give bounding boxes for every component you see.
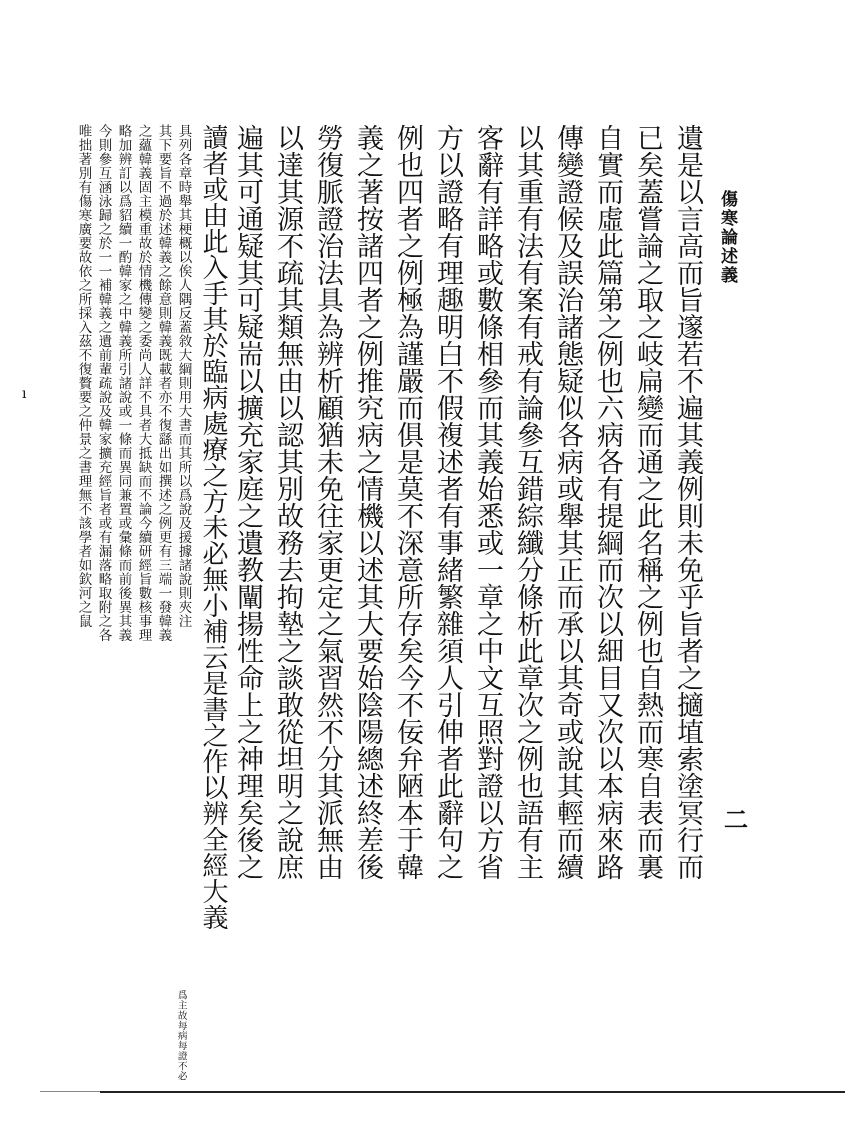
page-number: 二: [724, 805, 748, 834]
page-header: 傷寒論述義: [717, 190, 737, 285]
bottom-rule-faint: [40, 1091, 100, 1092]
main-text-column: 讀者或由此入手其於臨病處療之方未必無小補云是書之作以辨全經大義: [198, 124, 228, 930]
main-text-column: 方以證略有理趣明白不假複述者有事緒繁雜須人引伸者此辭句之: [432, 124, 463, 880]
main-text-column: 義之著按諸四者之例推究病之情機以述其大要始陰陽總述終差後: [352, 124, 383, 880]
main-text-column: 傳變證候及誤治諸態疑似各病或舉其正而承以其奇或說其輕而續: [552, 124, 583, 880]
main-text-column: 以其重有法有案有戒有論參互錯綜纖分條析此章次之例也語有主: [512, 124, 543, 880]
note-column: 唯拙著別有傷寒廣要故依之所採入茲不復贅要之仲景之書理無不該學者如欽河之鼠: [75, 124, 92, 628]
main-text-column: 以達其源不疏其類無由以認其別故務去拘墊之談敢從坦明之說庶: [272, 124, 303, 880]
main-text-column: 已矣蓋嘗論之取之岐扁變而通之此名稱之例也自熱而寒自表而裏: [632, 124, 663, 880]
note-column: 略加辨訂以爲貂續一酌韓家之中韓義所引諸說或一條而異同兼置或彙條而前後異其義: [115, 124, 132, 642]
bottom-rule: [100, 1091, 845, 1093]
note-column: 其下要旨不過於述韓義之餘意則韓義既載者亦不復繇出如撰述之例更有三端一發韓義: [155, 124, 172, 642]
stray-mark: ı: [22, 386, 27, 402]
note-column: 爲主故每病每證不必: [175, 990, 187, 1082]
main-text-column: 勞復脈證治法具為辨析顧猶未免往家更定之氣習然不分其派無由: [312, 124, 343, 880]
note-column: 今則參互涵泳歸之於一一補韓義之遺前輩疏說及韓家擴充經旨者或有漏落略取附之各: [95, 124, 112, 642]
main-text-column: 遍其可通疑其可疑耑以擴充家庭之遺教闡揚性命上之神理矣後之: [232, 124, 263, 880]
main-text-column: 遺是以言高而旨邃若不遍其義例則未免乎旨者之擿埴索塗冥行而: [672, 124, 703, 880]
main-text-column: 例也四者之例極為謹嚴而俱是莫不深意所存矣今不佞弁陋本于韓: [392, 124, 423, 880]
note-column: 之蘊韓義固主模重故於情機傳變之委尚人詳不具者大抵缺而不論今續研經旨數核事理: [135, 124, 152, 642]
note-column: 具列各章時舉其梗概以俟人隅反蓋敘大綱則用大書而其所以爲說及援據諸說則夾注: [175, 124, 192, 628]
main-text-column: 自實而虛此篇第之例也六病各有提綱而次以細目又次以本病來路: [592, 124, 623, 880]
main-text-column: 客辭有詳略或數條相參而其義始悉或一章之中文互照對證以方省: [472, 124, 503, 880]
